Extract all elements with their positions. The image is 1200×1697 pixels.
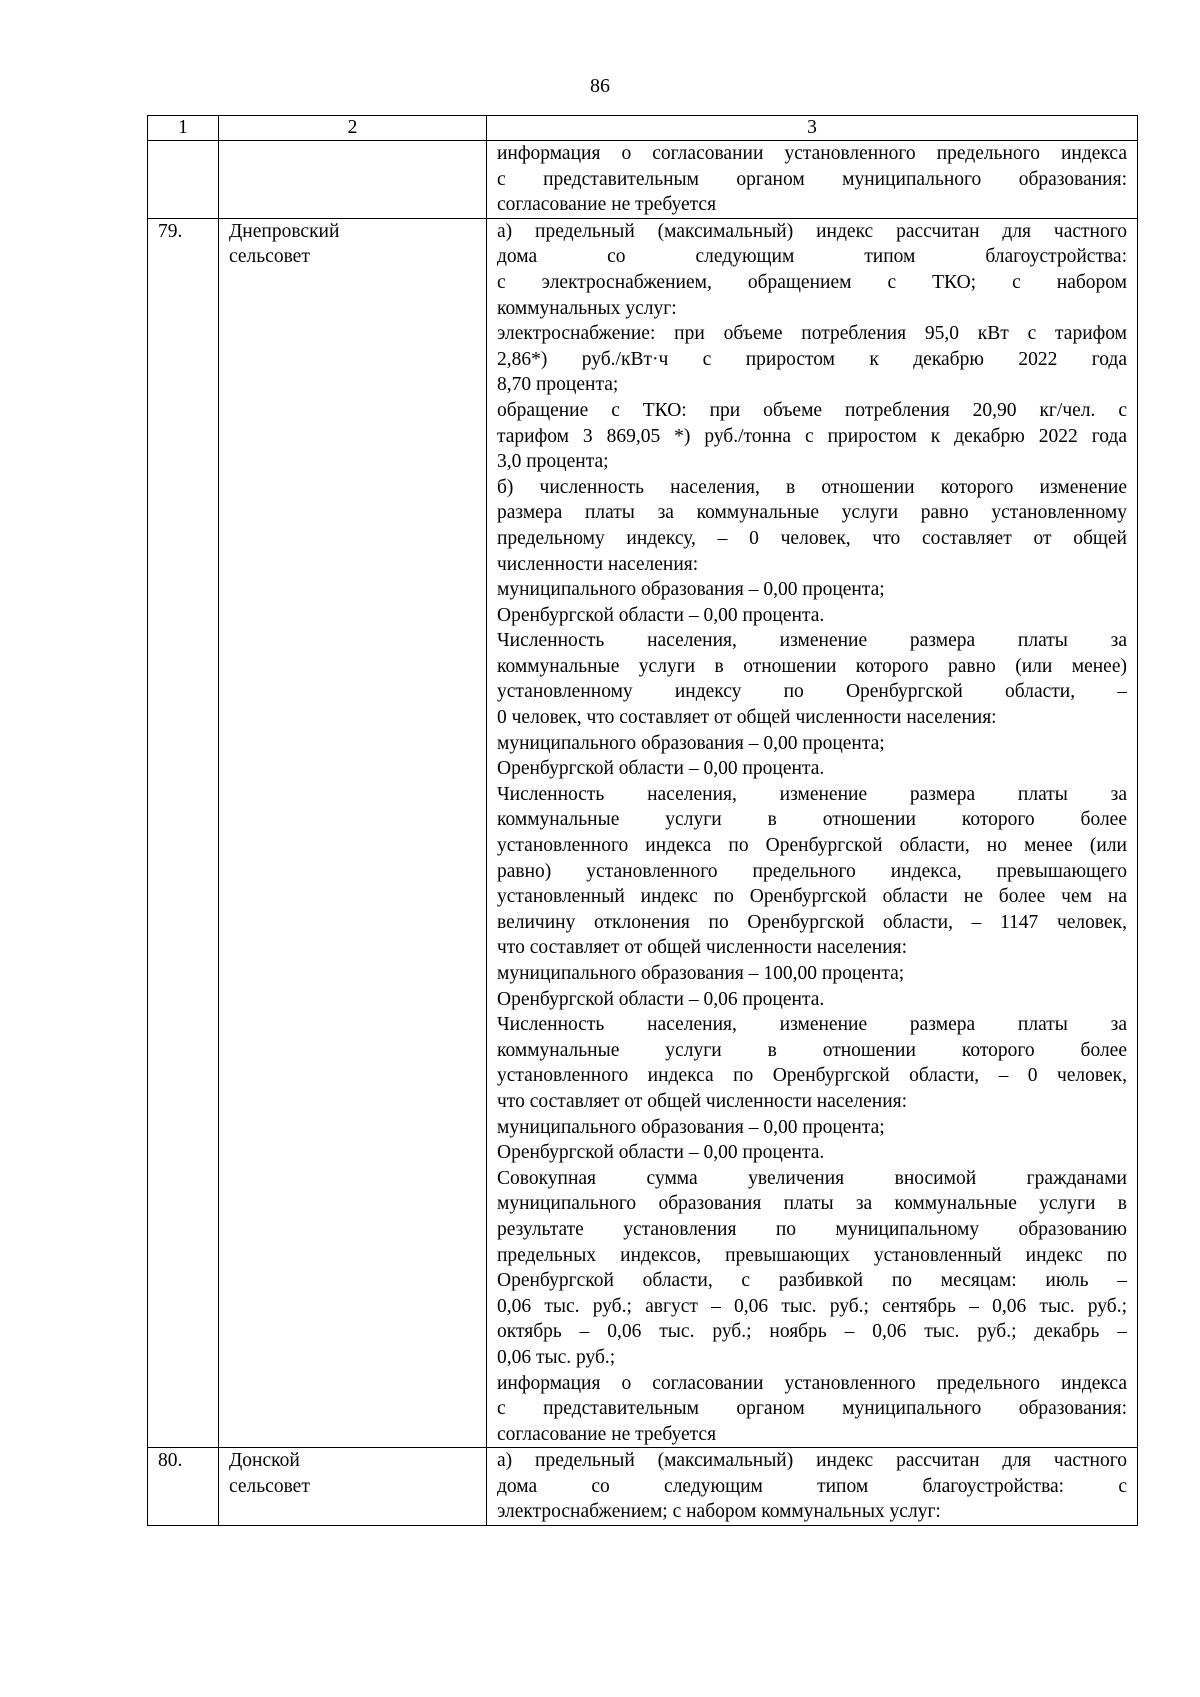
name-line: Донской [229,1450,300,1472]
text-line: согласование не требуется [497,1423,717,1445]
text-line: величину отклонения по Оренбургской области, – 1147 человек, [497,911,1127,933]
text-line: результате установления по муниципальному образованию [497,1218,1127,1240]
text-line: равно) установленного предельного индекса, превышающего [497,860,1127,882]
cell-text [487,141,1138,219]
text-line: предельному индексу, – 0 человек, что составляет от общей [497,527,1127,549]
text-line: Оренбургской области, с разбивкой по месяцам: июль – [497,1270,1127,1292]
text-line: а) предельный (максимальный) индекс рассчитан для частного [497,1450,1127,1472]
text-line: Оренбургской области – 0,06 процента. [497,988,825,1010]
cell-number: 80. [148,1448,219,1526]
text-line: 0 человек, что составляет от общей численности населения: [497,707,997,729]
text-line: 2,86*) руб./кВт·ч с приростом к декабрю 2022 года [497,348,1127,370]
text-line: обращение с ТКО: при объеме потребления 20,90 кг/чел. с [497,399,1127,421]
text-line: Оренбургской области – 0,00 процента. [497,1142,825,1164]
text-line: муниципального образования – 100,00 процента; [497,963,905,984]
text-line: установленный индекс по Оренбургской области не более чем на [497,886,1127,908]
cell-name [219,218,487,1448]
text-line: Оренбургской области – 0,00 процента. [497,604,825,626]
text-line: муниципального образования – 0,00 процента; [497,579,885,601]
text-line: информация о согласовании установленного предельного индекса [497,1372,1127,1394]
text-line: согласование не требуется [497,194,717,216]
text-line: Оренбургской области – 0,00 процента. [497,758,825,780]
text-line: коммунальные услуги в отношении которого более [497,809,1127,831]
text-line: коммунальные услуги в отношении которого равно (или менее) [497,655,1127,677]
text-line: дома со следующим типом благоустройства: с [497,1475,1127,1497]
name-line: сельсовет [229,1475,310,1497]
text-line: Численность населения, изменение размера платы за [497,783,1127,805]
cell-number: 79. [148,218,219,1448]
text-line: с электроснабжением, обращением с ТКО; с набором [497,271,1127,293]
text-line: численности населения: [497,553,699,575]
table-row-80 [148,1448,1138,1526]
text-line: муниципального образования платы за коммунальные услуги в [497,1193,1127,1215]
text-line: октябрь – 0,06 тыс. руб.; ноябрь – 0,06 тыс. руб.; декабрь – [497,1321,1127,1343]
text-line: установленного индекса по Оренбургской области, но менее (или [497,835,1127,857]
text-line: электроснабжением; с набором коммунальных услуг: [497,1501,941,1523]
text-line: муниципального образования – 0,00 процента; [497,1116,885,1138]
text-line: 8,70 процента; [497,374,619,396]
text-line: дома со следующим типом благоустройства: [497,246,1127,268]
table-header-row [148,116,1138,141]
text-line: что составляет от общей численности населения: [497,937,908,959]
text-line: Совокупная сумма увеличения вносимой гражданами [497,1167,1127,1189]
text-line: размера платы за коммунальные услуги равно установленному [497,502,1127,524]
text-line: б) численность населения, в отношении которого изменение [497,476,1127,498]
text-line: установленному индексу по Оренбургской области, – [497,681,1127,703]
text-line: 0,06 тыс. руб.; август – 0,06 тыс. руб.; сентябрь – 0,06 тыс. руб.; [497,1295,1127,1317]
cell-text [487,1448,1138,1526]
text-line: с представительным органом муниципального образования: [497,1398,1127,1420]
page-number: 86 [590,75,610,97]
document-table [147,115,1138,1526]
text-line: муниципального образования – 0,00 процента; [497,732,885,754]
table-row-79 [148,218,1138,1448]
text-line: коммунальные услуги в отношении которого более [497,1039,1127,1061]
name-line: сельсовет [229,246,310,268]
text-line: Численность населения, изменение размера платы за [497,630,1127,652]
text-line: информация о согласовании установленного предельного индекса [497,143,1127,164]
table-row-continuation [148,141,1138,219]
cell-text [487,218,1138,1448]
text-line: коммунальных услуг: [497,297,677,319]
text-line: 0,06 тыс. руб.; [497,1346,616,1368]
cell-number [148,141,219,219]
header-col-3: 3 [487,116,1138,141]
header-col-1: 1 [148,116,219,141]
text-line: а) предельный (максимальный) индекс рассчитан для частного [497,220,1127,242]
cell-name [219,1448,487,1526]
text-line: 3,0 процента; [497,451,609,473]
text-line: предельных индексов, превышающих установленный индекс по [497,1244,1127,1266]
text-line: с представительным органом муниципального образования: [497,168,1127,190]
header-col-2: 2 [219,116,487,141]
text-line: электроснабжение: при объеме потребления 95,0 кВт с тарифом [497,323,1127,345]
text-line: установленного индекса по Оренбургской области, – 0 человек, [497,1065,1127,1087]
cell-name [219,141,487,219]
text-line: тарифом 3 869,05 *) руб./тонна с приростом к декабрю 2022 года [497,425,1127,447]
name-line: Днепровский [229,220,340,242]
text-line: что составляет от общей численности населения: [497,1090,908,1112]
text-line: Численность населения, изменение размера платы за [497,1014,1127,1036]
